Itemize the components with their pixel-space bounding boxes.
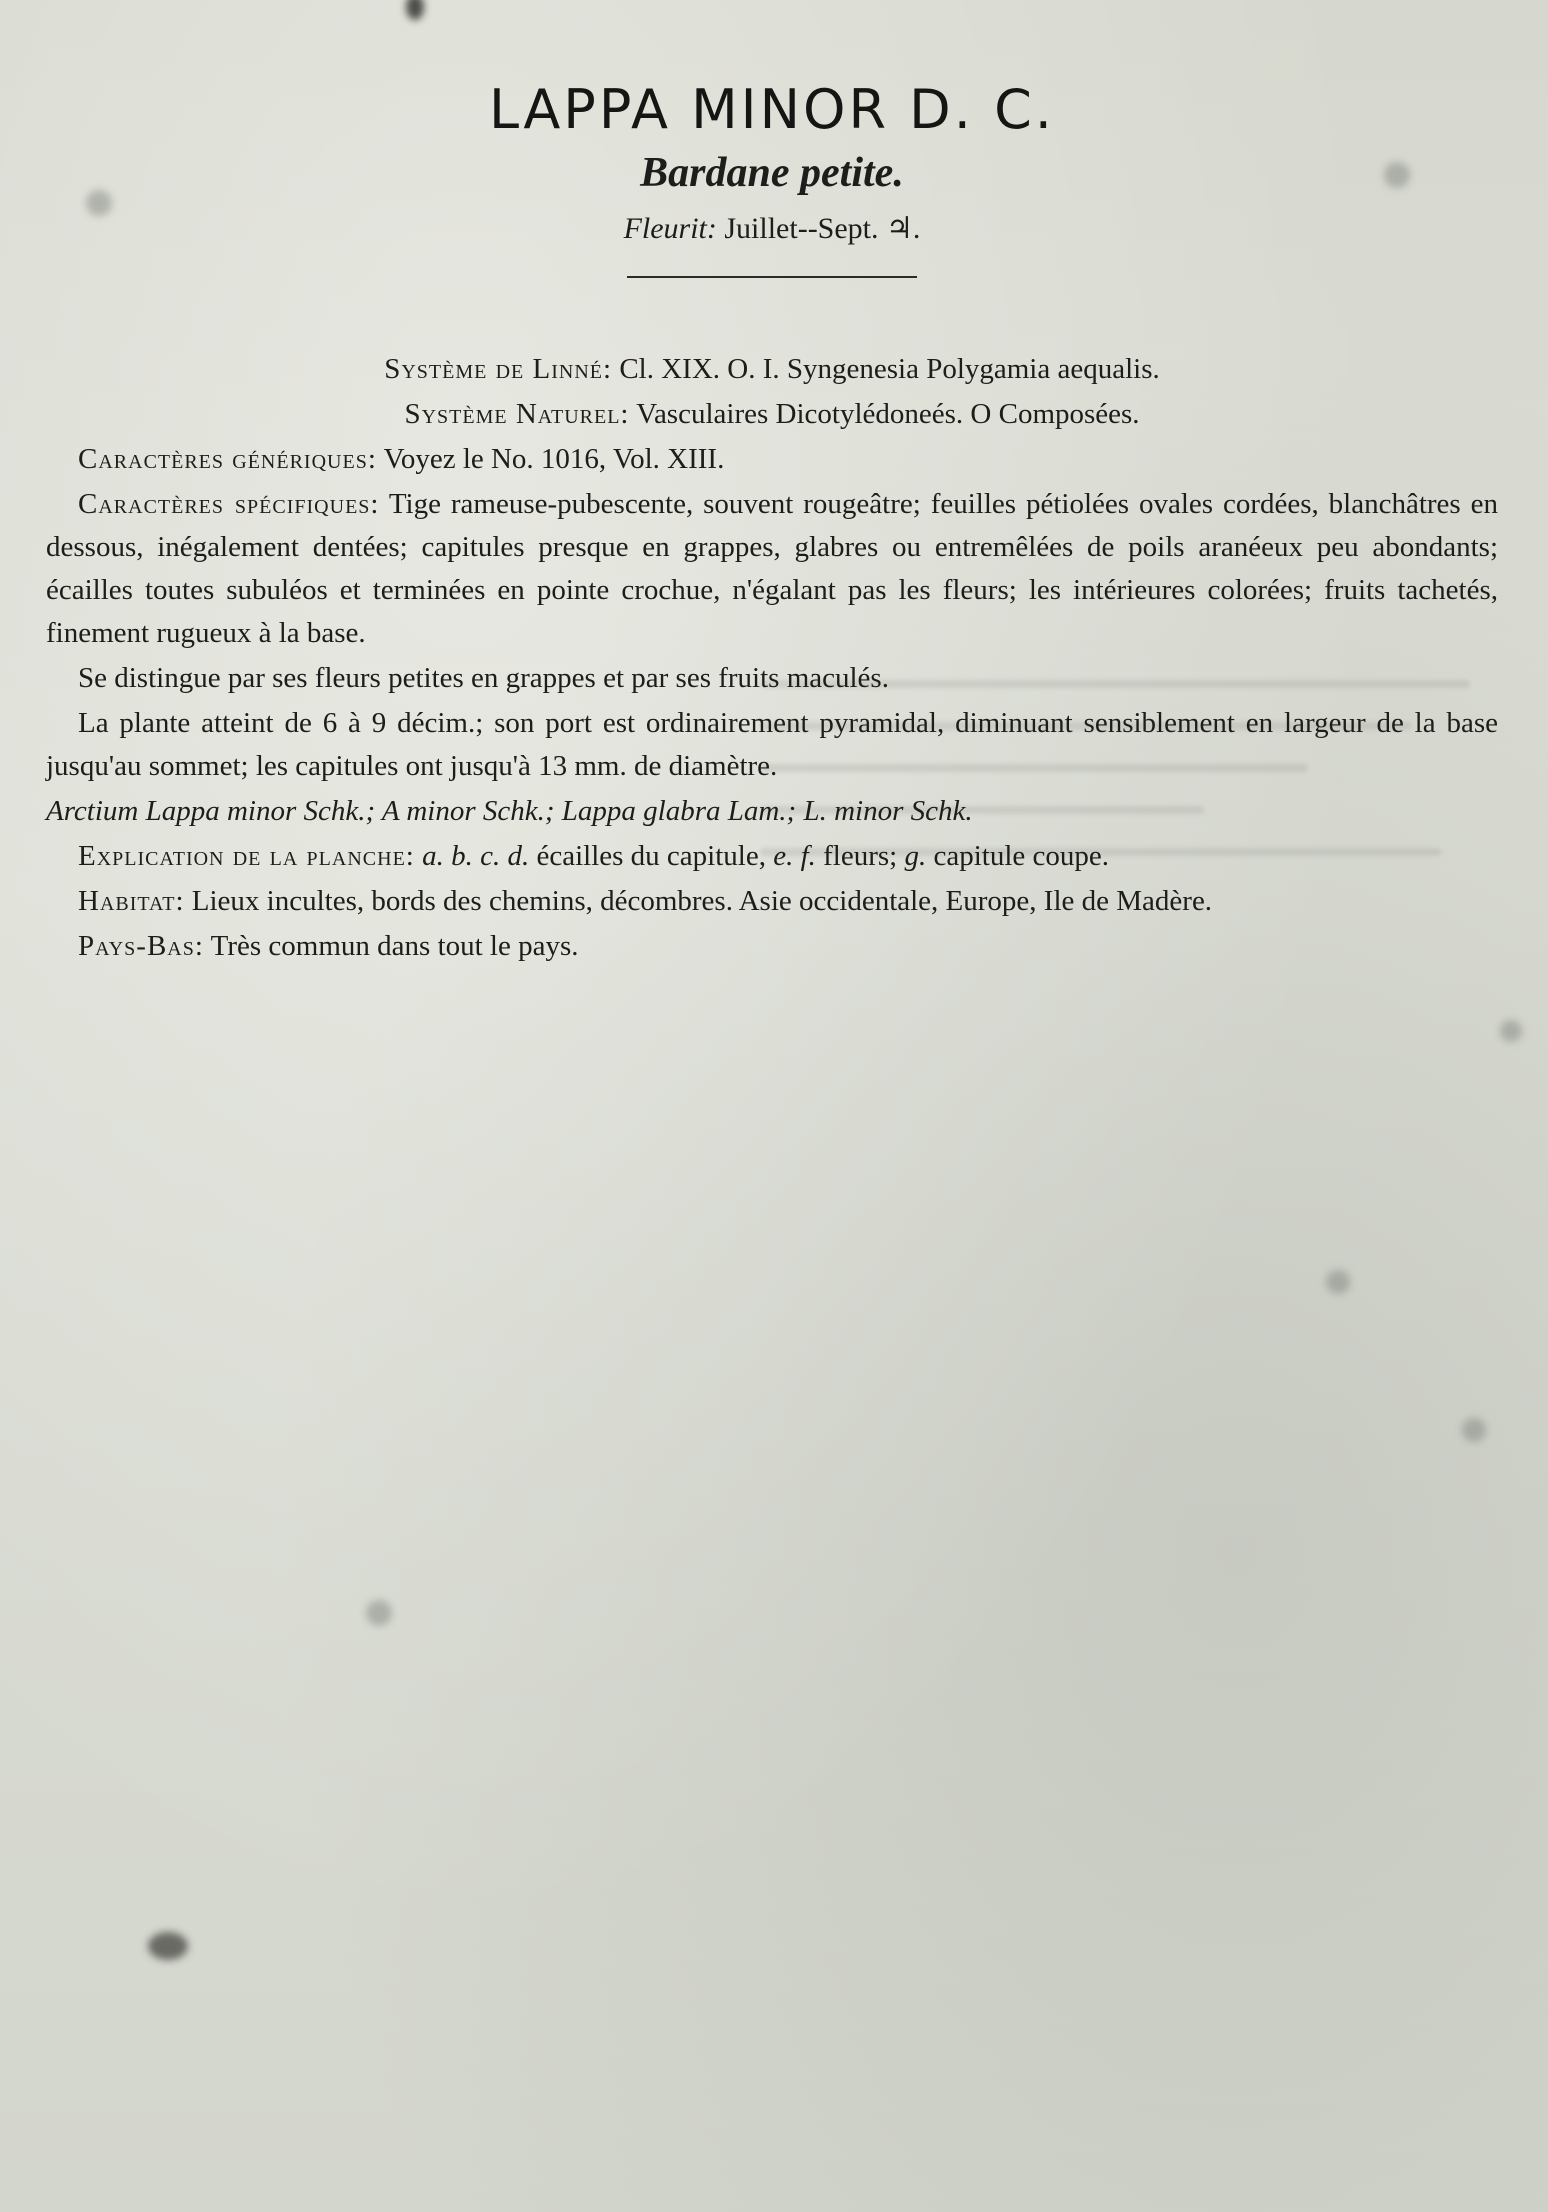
port-paragraph: La plante atteint de 6 à 9 décim.; son port est ordinairement pyramidal, diminuant sensiblement en largeur de la base jusqu'au sommet; les capitules ont jusqu'à 13 mm. de diamètre. xyxy=(46,707,1498,782)
specifiques-paragraph xyxy=(46,483,1498,655)
bloom-value: Juillet--Sept. ♃. xyxy=(716,212,921,245)
paper-stain xyxy=(1462,1418,1486,1442)
page-title: LAPPA MINOR D. C. xyxy=(489,78,1055,141)
paper-stain xyxy=(406,0,424,20)
linne-text: Cl. XIX. O. I. Syngenesia Polygamia aequalis. xyxy=(612,353,1160,385)
generiques-paragraph xyxy=(46,438,1498,481)
synonyms-paragraph: Arctium Lappa minor Schk.; A minor Schk.; Lappa glabra Lam.; L. minor Schk. xyxy=(46,795,973,827)
title-divider xyxy=(627,276,917,278)
specifiques-text: Tige rameuse-pubescente, souvent rougeâtre; feuilles pétiolées ovales cordées, blanchâtres en dessous, inégalement dentées; capitules presque en grappes, glabres ou entremêlées de poils aranéeux peu abondants; écailles toutes subuléos et terminées en pointe crochue, n'égalant pas les fleurs; les intérieures colorées; fruits tachetés, finement rugueux à la base. xyxy=(46,488,1498,649)
page xyxy=(46,60,1498,970)
planche-letters-ef: e. f. xyxy=(773,840,816,872)
page-subtitle: Bardane petite. xyxy=(640,150,904,196)
generiques-text: Voyez le No. 1016, Vol. XIII. xyxy=(376,443,725,475)
paysbas-text: Très commun dans tout le pays. xyxy=(203,930,579,962)
paper-stain xyxy=(1500,1020,1522,1042)
planche-letters-abcd: a. b. c. d. xyxy=(414,840,530,872)
habitat-label: Habitat: xyxy=(78,885,185,917)
planche-label: Explication de la planche: xyxy=(78,840,415,872)
naturel-paragraph xyxy=(46,393,1498,436)
linne-label: Système de Linné: xyxy=(384,353,613,385)
paysbas-paragraph xyxy=(46,925,1498,968)
naturel-label: Système Naturel: xyxy=(404,398,630,430)
paper-stain xyxy=(148,1932,188,1960)
description-body xyxy=(46,348,1498,968)
planche-text-1: écailles du capitule, xyxy=(529,840,774,872)
planche-paragraph xyxy=(46,835,1498,878)
habitat-paragraph xyxy=(46,880,1498,923)
bloom-label: Fleurit: xyxy=(623,212,717,245)
generiques-label: Caractères génériques: xyxy=(78,443,377,475)
planche-text-2: fleurs; xyxy=(815,840,905,872)
linne-paragraph xyxy=(46,348,1498,391)
distinct-paragraph: Se distingue par ses fleurs petites en grappes et par ses fruits maculés. xyxy=(78,662,889,694)
specifiques-label: Caractères spécifiques: xyxy=(78,488,380,520)
habitat-text: Lieux incultes, bords des chemins, décombres. Asie occidentale, Europe, Ile de Madère. xyxy=(184,885,1213,917)
paysbas-label: Pays-Bas: xyxy=(78,930,204,962)
planche-text-3: capitule coupe. xyxy=(926,840,1110,872)
bloom-period xyxy=(46,211,1498,246)
paper-stain xyxy=(1326,1270,1350,1294)
naturel-text: Vasculaires Dicotylédoneés. O Composées. xyxy=(629,398,1140,430)
planche-letter-g: g. xyxy=(904,840,927,872)
paper-stain xyxy=(366,1600,392,1626)
